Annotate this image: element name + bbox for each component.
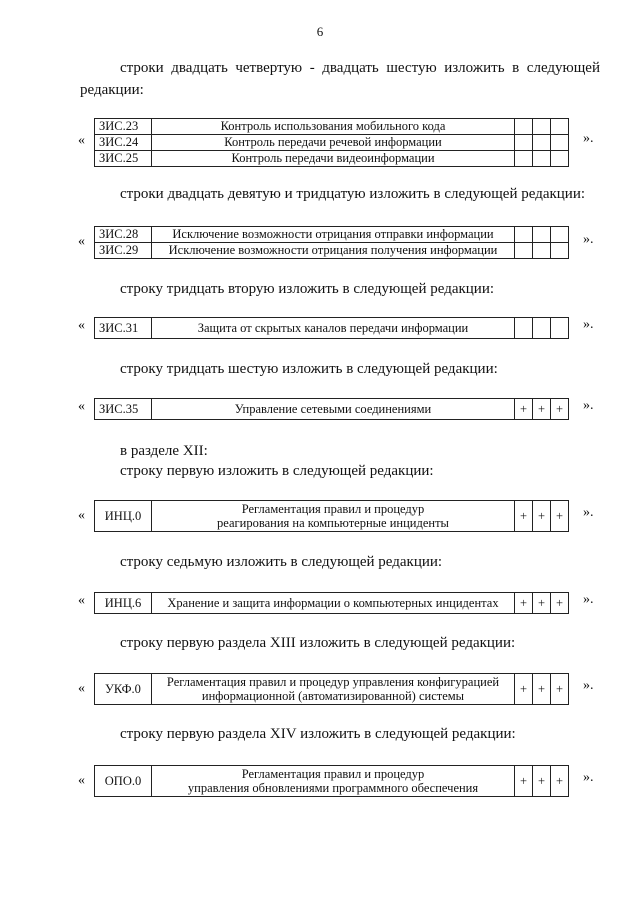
mark-cell (533, 227, 551, 243)
table-row (95, 243, 569, 259)
amendment-table (94, 118, 569, 167)
page-number: 6 (316, 24, 324, 39)
mark-cell (515, 119, 533, 135)
measure-code: ЗИС.35 (95, 399, 152, 420)
measure-name (152, 674, 515, 705)
mark-cell (551, 318, 569, 339)
table-row (95, 318, 569, 339)
mark-cell (515, 318, 533, 339)
instruction-7: строку первую раздела XIII изложить в следующей редакции: (120, 635, 516, 651)
quote-open: « (78, 318, 85, 333)
mark-cell: + (551, 593, 569, 614)
amendment-table (94, 673, 569, 705)
measure-name: Контроль передачи речевой информации (152, 135, 515, 151)
measure-name: Управление сетевыми соединениями (152, 399, 515, 420)
table-row (95, 674, 569, 705)
measure-name: Хранение и защита информации о компьютерных инцидентах (152, 593, 515, 614)
measure-name: Контроль использования мобильного кода (152, 119, 515, 135)
quote-close: ». (583, 505, 594, 520)
quote-close: ». (583, 770, 594, 785)
mark-cell (533, 318, 551, 339)
quote-close: ». (583, 678, 594, 693)
table-row (95, 399, 569, 420)
amendment-table (94, 398, 569, 420)
measure-name: Защита от скрытых каналов передачи информации (152, 318, 515, 339)
measure-name-line: реагирования на компьютерные инциденты (217, 516, 449, 530)
measure-code: ЗИС.25 (95, 151, 152, 167)
instruction-6: строку седьмую изложить в следующей редакции: (120, 554, 443, 570)
instruction-8: строку первую раздела XIV изложить в следующей редакции: (120, 726, 516, 742)
mark-cell: + (515, 399, 533, 420)
measure-name-line: информационной (автоматизированной) системы (201, 689, 465, 703)
quote-open: « (78, 681, 85, 696)
quote-open: « (78, 773, 85, 788)
mark-cell: + (533, 593, 551, 614)
measure-name (152, 766, 515, 797)
measure-name: Контроль передачи видеоинформации (152, 151, 515, 167)
measure-name-line: Регламентация правил и процедур управления конфигурацией (166, 675, 500, 689)
mark-cell (515, 151, 533, 167)
quote-open: « (78, 133, 85, 148)
mark-cell: + (533, 399, 551, 420)
mark-cell: + (515, 501, 533, 532)
mark-cell: + (551, 766, 569, 797)
measure-name (152, 501, 515, 532)
measure-code: ЗИС.23 (95, 119, 152, 135)
measure-code: ЗИС.31 (95, 318, 152, 339)
amendment-table (94, 765, 569, 797)
mark-cell: + (515, 766, 533, 797)
instruction-4: строку тридцать шестую изложить в следующей редакции: (120, 361, 498, 377)
instruction-3: строку тридцать вторую изложить в следующей редакции: (120, 281, 495, 297)
mark-cell: + (551, 501, 569, 532)
mark-cell: + (551, 399, 569, 420)
amendment-table (94, 500, 569, 532)
measure-code: ОПО.0 (95, 766, 152, 797)
quote-open: « (78, 508, 85, 523)
measure-code: ЗИС.29 (95, 243, 152, 259)
quote-open: « (78, 593, 85, 608)
mark-cell (551, 227, 569, 243)
measure-code: ИНЦ.6 (95, 593, 152, 614)
mark-cell (533, 135, 551, 151)
quote-close: ». (583, 317, 594, 332)
measure-name: Исключение возможности отрицания получения информации (152, 243, 515, 259)
mark-cell: + (533, 766, 551, 797)
quote-close: ». (583, 398, 594, 413)
measure-code: ИНЦ.0 (95, 501, 152, 532)
measure-code: ЗИС.28 (95, 227, 152, 243)
mark-cell (533, 119, 551, 135)
mark-cell: + (551, 674, 569, 705)
mark-cell (533, 151, 551, 167)
table-row (95, 135, 569, 151)
measure-name-line: Регламентация правил и процедур (241, 502, 425, 516)
quote-close: ». (583, 232, 594, 247)
mark-cell: + (515, 593, 533, 614)
measure-code: УКФ.0 (95, 674, 152, 705)
quote-close: ». (583, 592, 594, 607)
mark-cell (551, 243, 569, 259)
table-row (95, 593, 569, 614)
mark-cell (515, 243, 533, 259)
mark-cell (551, 119, 569, 135)
table-row (95, 119, 569, 135)
table-row (95, 151, 569, 167)
quote-open: « (78, 234, 85, 249)
mark-cell: + (515, 674, 533, 705)
amendment-table (94, 317, 569, 339)
mark-cell (551, 151, 569, 167)
mark-cell: + (533, 674, 551, 705)
measure-name: Исключение возможности отрицания отправки информации (152, 227, 515, 243)
amendment-table (94, 592, 569, 614)
table-row (95, 766, 569, 797)
instruction-1: строки двадцать четвертую - двадцать шестую изложить в следующей редакции: (80, 60, 600, 98)
mark-cell (515, 135, 533, 151)
table-row (95, 501, 569, 532)
mark-cell (515, 227, 533, 243)
mark-cell: + (533, 501, 551, 532)
mark-cell (551, 135, 569, 151)
quote-open: « (78, 399, 85, 414)
quote-close: ». (583, 131, 594, 146)
instruction-5: строку первую изложить в следующей редакции: (120, 463, 434, 479)
mark-cell (533, 243, 551, 259)
instruction-2: строки двадцать девятую и тридцатую изложить в следующей редакции: (120, 186, 586, 202)
amendment-table (94, 226, 569, 259)
measure-code: ЗИС.24 (95, 135, 152, 151)
measure-name-line: Регламентация правил и процедур (241, 767, 425, 781)
section-heading: в разделе XII: (120, 443, 208, 459)
measure-name-line: управления обновлениями программного обеспечения (187, 781, 479, 795)
table-row (95, 227, 569, 243)
